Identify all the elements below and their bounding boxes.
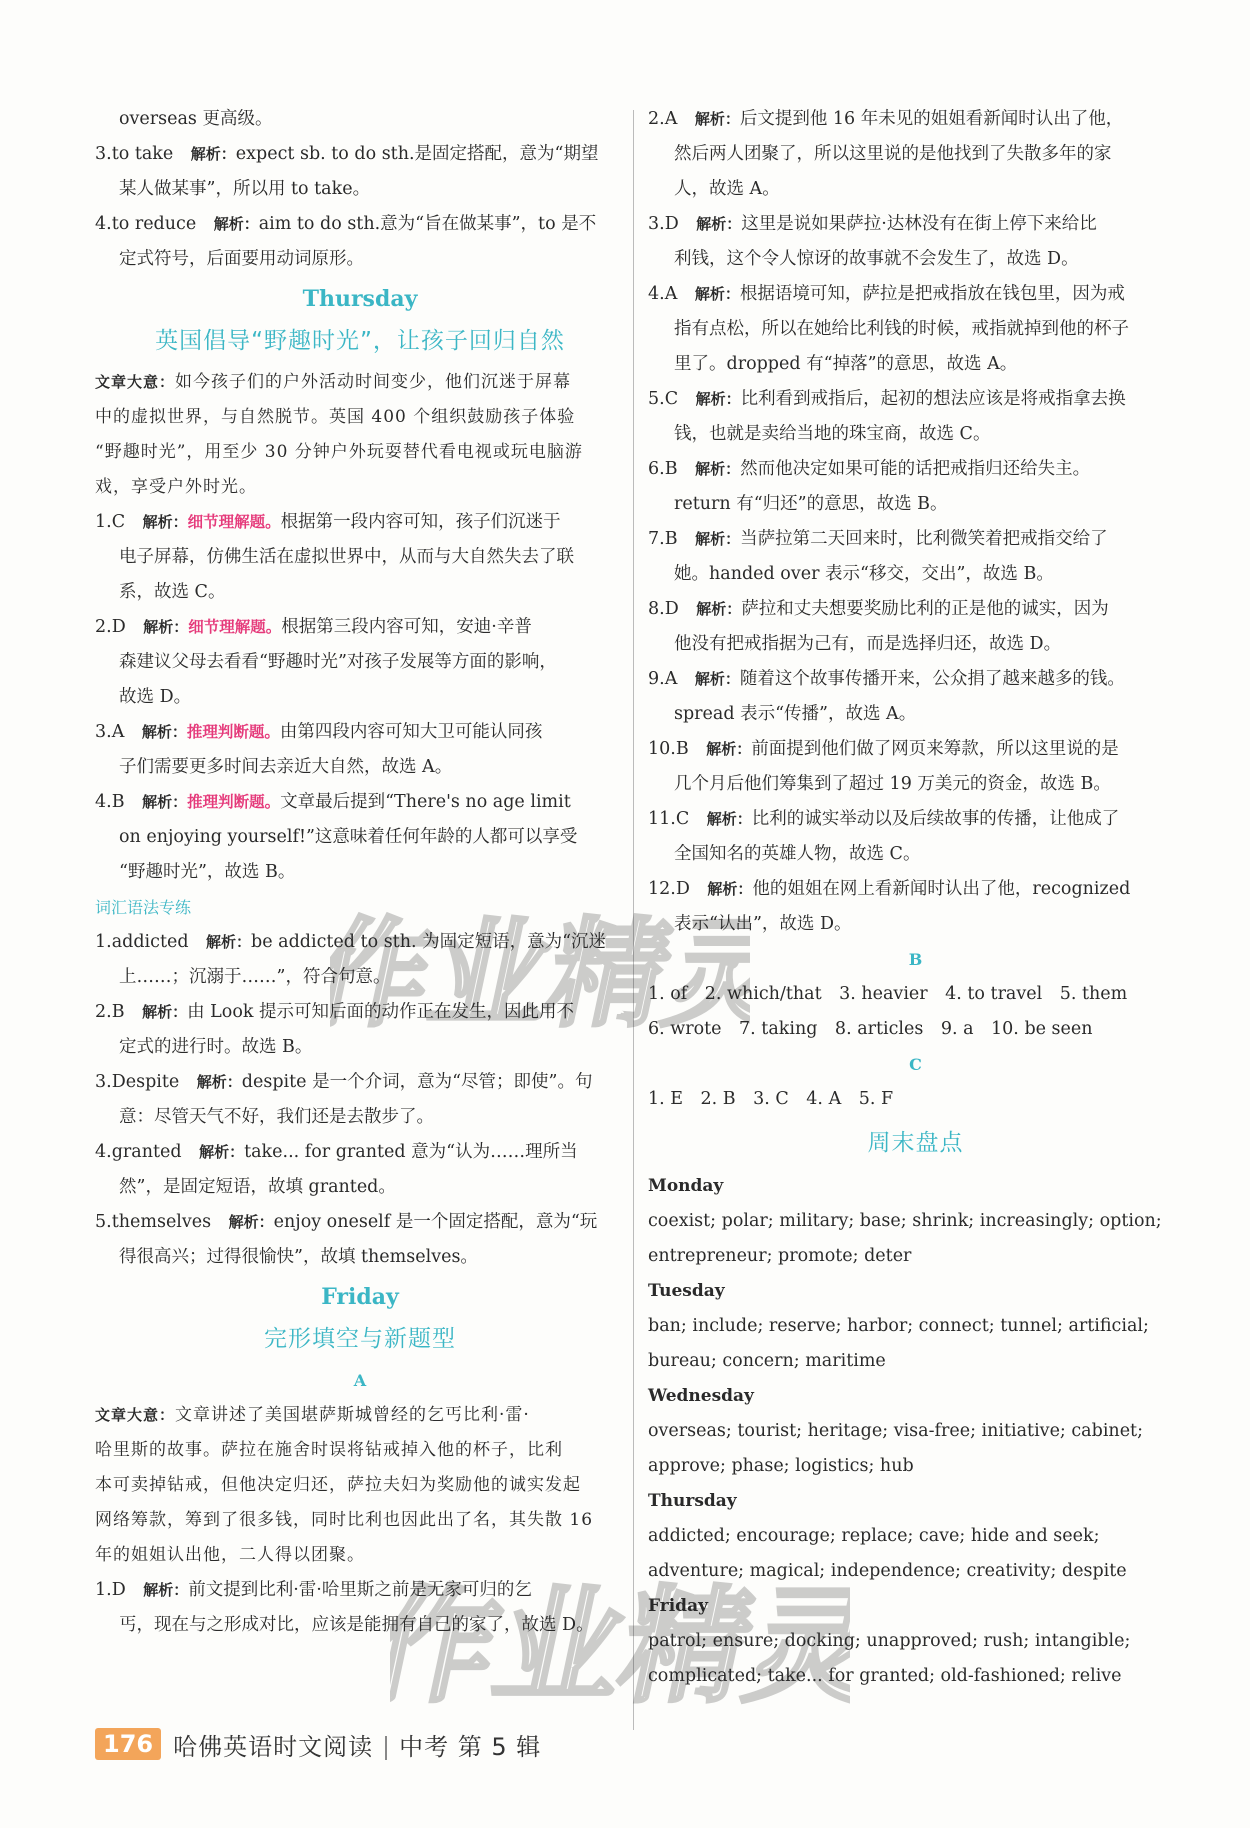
analysis-text: 她。handed over 表示“移交，交出”，故选 B。 — [674, 564, 1054, 584]
answer-line — [95, 207, 625, 242]
analysis-text: 根据第一段内容可知，孩子们沉迷于 — [280, 512, 561, 532]
watermark-logo-lower — [390, 1560, 850, 1734]
summary-line — [95, 1433, 625, 1468]
analysis-label: 解析： — [228, 1213, 274, 1231]
analysis-text: 里了。dropped 有“掉落”的意思，故选 A。 — [674, 354, 1018, 374]
day-heading: Tuesday — [648, 1281, 725, 1301]
vocab-item — [95, 1065, 625, 1100]
analysis-label: 解析： — [199, 1143, 245, 1161]
answer-continuation — [648, 697, 1183, 732]
summary-label: 文章大意： — [95, 373, 176, 391]
answer-choice: B — [675, 739, 689, 759]
vocab-list-line: coexist; polar; military; base; shrink; increasingly; option; — [648, 1211, 1162, 1231]
vocab-list-line: overseas; tourist; heritage; visa-free; initiative; cabinet; — [648, 1421, 1143, 1441]
item-number: 3. — [95, 1072, 112, 1092]
analysis-text: 文章最后提到“There's no age limit — [280, 792, 571, 812]
analysis-text: 几个月后他们筹集到了超过 19 万美元的资金，故选 B。 — [674, 774, 1111, 794]
answer-item — [648, 522, 1183, 557]
book-title: 哈佛英语时文阅读 — [173, 1732, 374, 1761]
day-heading: Wednesday — [648, 1386, 754, 1406]
analysis-text: 根据语境可知，萨拉是把戒指放在钱包里，因为戒 — [739, 284, 1125, 304]
vocab-item — [95, 1205, 625, 1240]
vocab-list-line: addicted; encourage; replace; cave; hide and seek; — [648, 1526, 1100, 1546]
analysis-text: 根据第三段内容可知，安迪·辛普 — [281, 617, 532, 637]
section-b-label: B — [908, 950, 923, 969]
summary-text: 戏，享受户外时光。 — [95, 477, 257, 497]
analysis-text: “野趣时光”，故选 B。 — [119, 862, 296, 882]
item-number: 2. — [95, 1002, 112, 1022]
analysis-label: 解析： — [694, 285, 740, 303]
right-column — [648, 102, 1183, 1694]
answer-continuation — [648, 137, 1183, 172]
footer-separator — [385, 1736, 387, 1760]
analysis-label: 解析： — [694, 110, 740, 128]
vocab-continuation — [95, 1170, 625, 1205]
answer-line — [95, 137, 625, 172]
answer-continuation — [648, 627, 1183, 662]
answer-choice: C — [111, 512, 126, 532]
answer-line — [95, 242, 625, 277]
summary-text: 文章讲述了美国堪萨斯城曾经的乞丐比利·雷· — [175, 1405, 530, 1425]
analysis-text: 森建议父母去看看“野趣时光”对孩子发展等方面的影响， — [119, 652, 557, 672]
item-number: 1. — [95, 512, 112, 532]
summary-line — [95, 435, 625, 470]
item-number: 10. — [648, 739, 676, 759]
item-number: 11. — [648, 809, 676, 829]
analysis-label: 解析： — [143, 618, 189, 636]
answer-text: themselves — [111, 1212, 212, 1232]
summary-line — [95, 470, 625, 505]
answer-item — [648, 207, 1183, 242]
answer-item — [648, 277, 1183, 312]
answer-continuation — [95, 680, 625, 715]
answer-continuation — [648, 347, 1183, 382]
section-a-label: A — [353, 1371, 367, 1390]
vocab-list-line: adventure; magical; independence; creativity; despite — [648, 1561, 1127, 1581]
answer-continuation — [648, 242, 1183, 277]
analysis-label: 解析： — [695, 530, 741, 548]
answer-item — [95, 505, 625, 540]
item-number: 5. — [648, 389, 665, 409]
question-type-tag: 推理判断题。 — [187, 793, 281, 811]
analysis-text: 定式的进行时。故选 B。 — [119, 1037, 313, 1057]
item-number: 2. — [95, 617, 112, 637]
item-number: 1. — [95, 932, 112, 952]
answer-item — [648, 732, 1183, 767]
analysis-text: 人，故选 A。 — [674, 179, 780, 199]
analysis-label: 解析： — [142, 793, 188, 811]
item-number: 3. — [95, 144, 112, 164]
answer-continuation — [648, 172, 1183, 207]
analysis-text: 后文提到他 16 年未见的姐姐看新闻时认出了他， — [739, 109, 1124, 129]
analysis-text: 当萨拉第二天回来时，比利微笑着把戒指交给了 — [740, 529, 1108, 549]
section-c-label: C — [909, 1055, 922, 1074]
analysis-text: return 有“归还”的意思，故选 B。 — [674, 494, 948, 514]
answer-choice: B — [111, 792, 125, 812]
weekend-review-title: 周末盘点 — [867, 1130, 964, 1156]
answer-continuation — [95, 855, 625, 890]
article-title-thursday: 英国倡导“野趣时光”，让孩子回归自然 — [155, 328, 565, 354]
answer-continuation — [95, 645, 625, 680]
answer-choice: B — [664, 459, 678, 479]
page-number: 176 — [95, 1728, 161, 1760]
analysis-text: 意：尽管天气不好，我们还是去散步了。 — [119, 1107, 434, 1127]
analysis-text: 子们需要更多时间去亲近大自然，故选 A。 — [119, 757, 453, 777]
svg-text:作业精灵: 作业精灵 — [330, 906, 750, 1044]
analysis-text: 故选 D。 — [119, 687, 192, 707]
analysis-label: 解析： — [143, 1581, 189, 1599]
analysis-text: 然而他决定如果可能的话把戒指归还给失主。 — [740, 459, 1091, 479]
day-heading: Monday — [648, 1176, 724, 1196]
answer-continuation — [95, 540, 625, 575]
analysis-text: 钱，也就是卖给当地的珠宝商，故选 C。 — [674, 424, 991, 444]
item-number: 8. — [648, 599, 665, 619]
analysis-text: 得很高兴；过得很愉快”，故填 themselves。 — [119, 1247, 478, 1267]
line-text: overseas 更高级。 — [119, 109, 273, 129]
analysis-label: 解析： — [196, 1073, 242, 1091]
summary-text: 网络筹款，筹到了很多钱，同时比利也因此出了名，其失散 16 — [95, 1510, 594, 1530]
answer-choice: D — [111, 1580, 126, 1600]
vocab-continuation — [95, 1100, 625, 1135]
answer-choice: D — [664, 599, 679, 619]
analysis-text: enjoy oneself 是一个固定搭配，意为“玩 — [273, 1212, 598, 1232]
section-title-friday: Friday — [321, 1284, 399, 1310]
item-number: 3. — [648, 214, 665, 234]
analysis-text: 上……；沉溺于……”，符合句意。 — [119, 967, 391, 987]
analysis-text: 随着这个故事传播开来，公众捐了越来越多的钱。 — [739, 669, 1125, 689]
answer-text: B — [111, 1002, 125, 1022]
analysis-label: 解析： — [695, 390, 741, 408]
answer-text: Despite — [111, 1072, 180, 1092]
analysis-label: 解析： — [696, 600, 742, 618]
analysis-text: 由 Look 提示可知后面的动作正在发生，因此用不 — [187, 1002, 575, 1022]
analysis-label: 解析： — [694, 670, 740, 688]
item-number: 7. — [648, 529, 665, 549]
section-b-answers-1: 1. of 2. which/that 3. heavier 4. to travel 5. them — [648, 984, 1128, 1004]
analysis-text: despite 是一个介词，意为“尽管；即使”。句 — [241, 1072, 593, 1092]
answer-choice: A — [664, 109, 678, 129]
answer-text: to reduce — [111, 214, 197, 234]
analysis-label: 解析： — [142, 1003, 188, 1021]
analysis-text: 然”，是固定短语，故填 granted。 — [119, 1177, 396, 1197]
item-number: 3. — [95, 722, 112, 742]
summary-text: 年的姐姐认出他，二人得以团聚。 — [95, 1545, 365, 1565]
analysis-text: 表示“认出”，故选 D。 — [674, 914, 852, 934]
answer-item — [648, 102, 1183, 137]
question-type-tag: 细节理解题。 — [187, 513, 281, 531]
analysis-text: 比利看到戒指后，起初的想法应该是将戒指拿去换 — [740, 389, 1126, 409]
summary-line — [95, 400, 625, 435]
analysis-text: 他的姐姐在网上看新闻时认出了他，recognized — [752, 879, 1131, 899]
analysis-text: 利钱，这个令人惊讶的故事就不会发生了，故选 D。 — [674, 249, 1079, 269]
analysis-label: 解析： — [190, 145, 236, 163]
analysis-label: 解析： — [707, 880, 753, 898]
section-c-answers: 1. E 2. B 3. C 4. A 5. F — [648, 1089, 894, 1109]
answer-continuation — [95, 575, 625, 610]
summary-text: “野趣时光”，用至少 30 分钟户外玩耍替代看电视或玩电脑游 — [95, 442, 583, 462]
exam-label: 中考 — [399, 1732, 450, 1761]
answer-continuation — [648, 557, 1183, 592]
answer-item — [95, 715, 625, 750]
analysis-label: 解析： — [213, 215, 259, 233]
summary-line — [95, 365, 625, 400]
answer-continuation — [648, 837, 1183, 872]
answer-text: to take — [111, 144, 174, 164]
item-number: 2. — [648, 109, 665, 129]
analysis-text: aim to do sth.意为“旨在做某事”，to 是不 — [258, 214, 597, 234]
analysis-text: 系，故选 C。 — [119, 582, 226, 602]
answer-line — [95, 102, 625, 137]
analysis-label: 解析： — [706, 740, 752, 758]
item-number: 9. — [648, 669, 665, 689]
answer-choice: D — [675, 879, 690, 899]
answer-choice: A — [111, 722, 125, 742]
summary-text: 中的虚拟世界，与自然脱节。英国 400 个组织鼓励孩子体验 — [95, 407, 576, 427]
analysis-label: 解析： — [706, 810, 752, 828]
item-number: 4. — [648, 284, 665, 304]
analysis-text: 然后两人团聚了，所以这里说的是他找到了失散多年的家 — [674, 144, 1112, 164]
vocab-continuation — [95, 1240, 625, 1275]
summary-label: 文章大意： — [95, 1406, 176, 1424]
vocab-heading: 词汇语法专练 — [95, 898, 192, 917]
analysis-text: 这里是说如果萨拉·达林没有在街上停下来给比 — [741, 214, 1097, 234]
article-title-friday: 完形填空与新题型 — [264, 1326, 456, 1352]
answer-item — [648, 802, 1183, 837]
day-heading: Friday — [648, 1596, 708, 1616]
answer-continuation — [648, 417, 1183, 452]
section-title-thursday: Thursday — [302, 286, 418, 312]
analysis-text: 由第四段内容可知大卫可能认同孩 — [279, 722, 543, 742]
answer-item — [95, 610, 625, 645]
item-number: 12. — [648, 879, 676, 899]
answer-continuation — [95, 750, 625, 785]
analysis-text: take... for granted 意为“认为……理所当 — [244, 1142, 578, 1162]
item-number: 4. — [95, 214, 112, 234]
answer-choice: D — [111, 617, 126, 637]
day-heading: Thursday — [648, 1491, 737, 1511]
summary-line — [95, 1468, 625, 1503]
vocab-list-line: entrepreneur; promote; deter — [648, 1246, 912, 1266]
answer-line — [95, 172, 625, 207]
question-type-tag: 推理判断题。 — [186, 723, 280, 741]
answer-item — [648, 662, 1183, 697]
analysis-text: on enjoying yourself!”这意味着任何年龄的人都可以享受 — [119, 827, 578, 847]
answer-text: addicted — [111, 932, 189, 952]
summary-text: 如今孩子们的户外活动时间变少，他们沉迷于屏幕 — [175, 372, 572, 392]
analysis-label: 解析： — [142, 513, 188, 531]
analysis-text: 指有点松，所以在她给比利钱的时候，戒指就掉到他的杯子 — [674, 319, 1129, 339]
answer-continuation — [648, 312, 1183, 347]
vocab-list-line: approve; phase; logistics; hub — [648, 1456, 914, 1476]
analysis-label: 解析： — [141, 723, 187, 741]
issue-label: 第 5 辑 — [457, 1732, 542, 1761]
item-number: 4. — [95, 792, 112, 812]
line-text: 定式符号，后面要用动词原形。 — [119, 249, 364, 269]
answer-choice: C — [675, 809, 690, 829]
vocab-list-line: patrol; ensure; docking; unapproved; rush; intangible; — [648, 1631, 1131, 1651]
answer-item — [648, 452, 1183, 487]
analysis-text: be addicted to sth. 为固定短语，意为“沉迷 — [251, 932, 607, 952]
section-b-answers-2: 6. wrote 7. taking 8. articles 9. a 10. be seen — [648, 1019, 1093, 1039]
vocab-list-line: complicated; take... for granted; old-fashioned; relive — [648, 1666, 1122, 1686]
item-number: 4. — [95, 1142, 112, 1162]
analysis-text: 他没有把戒指据为己有，而是选择归还，故选 D。 — [674, 634, 1062, 654]
item-number: 6. — [648, 459, 665, 479]
analysis-text: 比利的诚实举动以及后续故事的传播，让他成了 — [751, 809, 1120, 829]
answer-continuation — [648, 767, 1183, 802]
analysis-label: 解析： — [696, 215, 742, 233]
item-number: 5. — [95, 1212, 112, 1232]
summary-line — [95, 1398, 625, 1433]
analysis-text: 电子屏幕，仿佛生活在虚拟世界中，从而与大自然失去了联 — [119, 547, 574, 567]
watermark-logo-upper — [330, 900, 750, 1054]
analysis-text: spread 表示“传播”，故选 A。 — [674, 704, 917, 724]
analysis-text: 萨拉和丈夫想要奖励比利的正是他的诚实，因为 — [741, 599, 1109, 619]
answer-text: granted — [111, 1142, 182, 1162]
analysis-text: 前文提到比利·雷·哈里斯之前是无家可归的乞 — [188, 1580, 532, 1600]
answer-continuation — [95, 820, 625, 855]
answer-choice: D — [664, 214, 679, 234]
answer-choice: A — [664, 669, 678, 689]
summary-text: 哈里斯的故事。萨拉在施舍时误将钻戒掉入他的杯子，比利 — [95, 1440, 563, 1460]
answer-item — [648, 382, 1183, 417]
answer-continuation — [648, 487, 1183, 522]
line-text: 某人做某事”，所以用 to take。 — [119, 179, 371, 199]
summary-line — [95, 1503, 625, 1538]
analysis-label: 解析： — [695, 460, 741, 478]
left-column — [95, 102, 625, 1643]
answer-choice: A — [664, 284, 678, 304]
summary-text: 本可卖掉钻戒，但他决定归还，萨拉夫妇为奖励他的诚实发起 — [95, 1475, 581, 1495]
answer-choice: B — [664, 529, 678, 549]
vocab-list-line: ban; include; reserve; harbor; connect; tunnel; artificial; — [648, 1316, 1149, 1336]
analysis-text: expect sb. to do sth.是固定搭配，意为“期望 — [235, 144, 599, 164]
answer-item — [95, 785, 625, 820]
analysis-text: 前面提到他们做了网页来筹款，所以这里说的是 — [751, 739, 1119, 759]
vocab-list-line: bureau; concern; maritime — [648, 1351, 886, 1371]
svg-text:作业精灵: 作业精灵 — [390, 1574, 850, 1721]
item-number: 1. — [95, 1580, 112, 1600]
analysis-text: 丐，现在与之形成对比，应该是能拥有自己的家了，故选 D。 — [119, 1615, 594, 1635]
answer-item — [648, 592, 1183, 627]
answer-choice: C — [664, 389, 679, 409]
question-type-tag: 细节理解题。 — [188, 618, 282, 636]
vocab-item — [95, 1135, 625, 1170]
analysis-text: 全国知名的英雄人物，故选 C。 — [674, 844, 921, 864]
analysis-label: 解析： — [206, 933, 252, 951]
